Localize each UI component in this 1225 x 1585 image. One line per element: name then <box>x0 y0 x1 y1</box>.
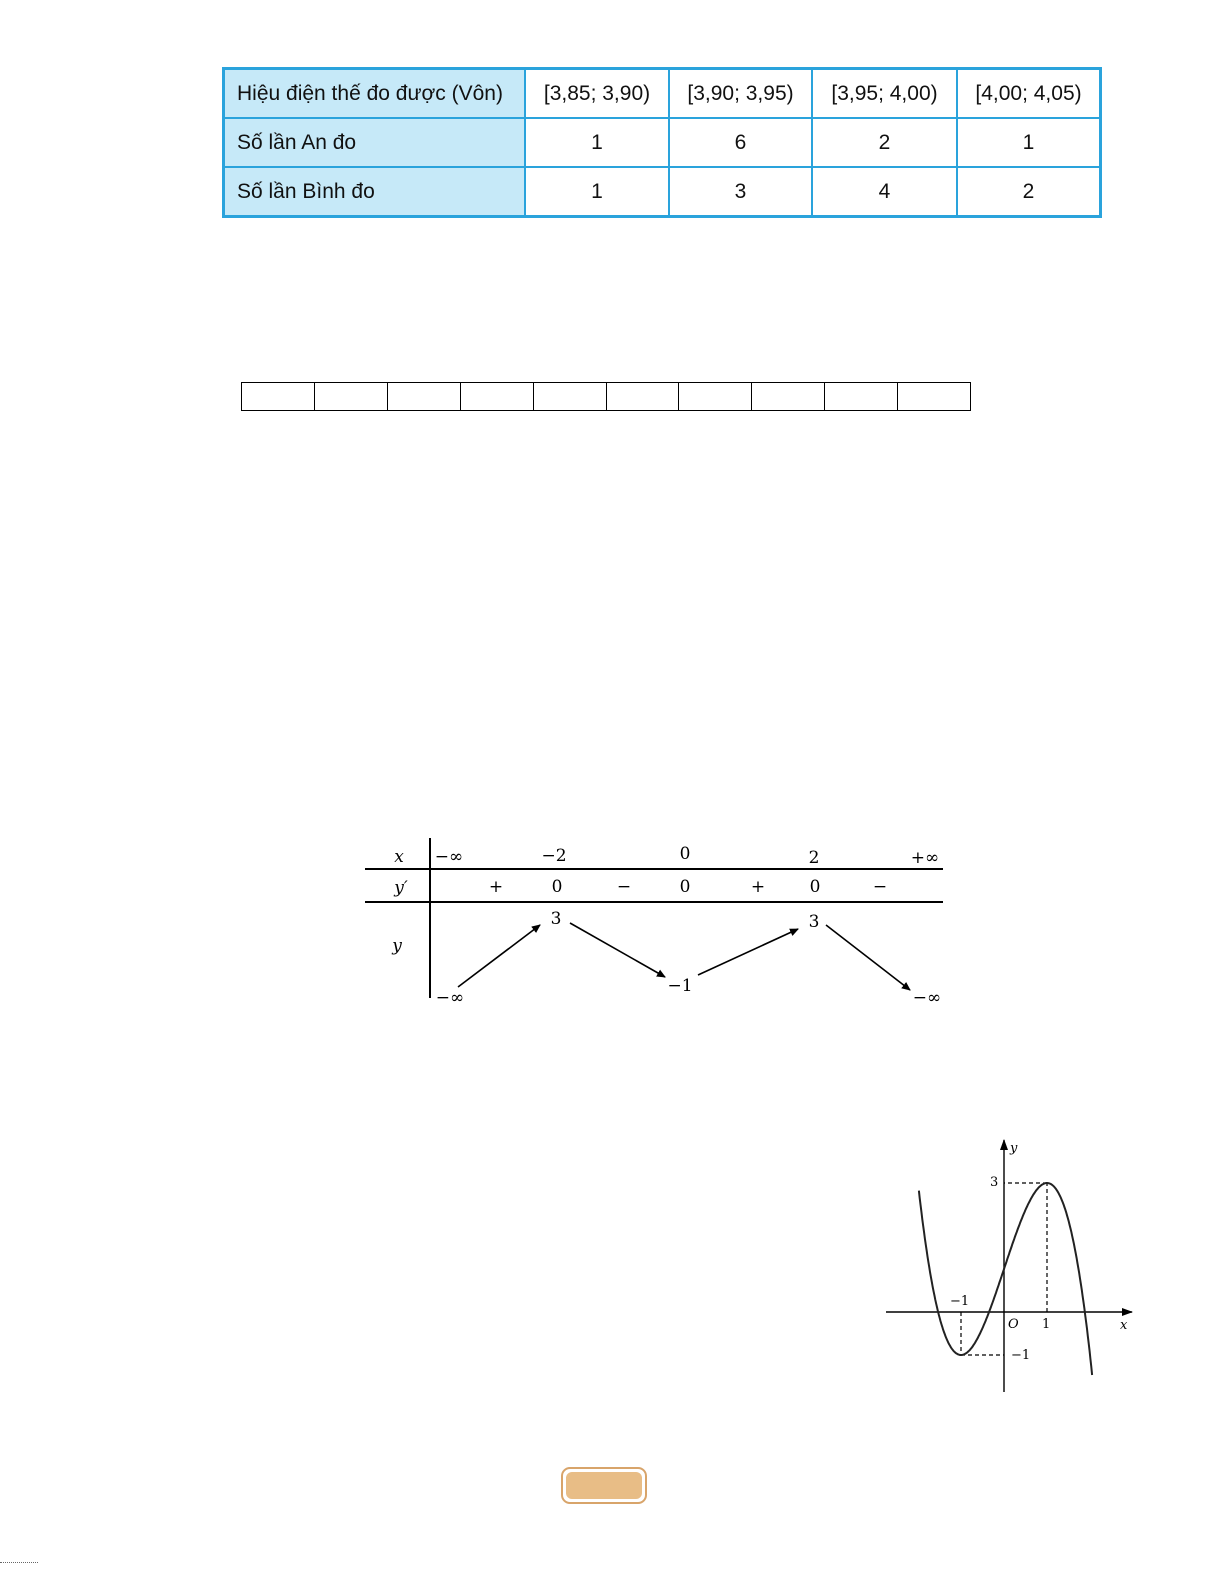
value-cell: 6 <box>669 118 812 167</box>
value-cell: 1 <box>525 167 669 217</box>
y-value: −∞ <box>435 988 465 1008</box>
yprime-sign: 0 <box>551 877 563 897</box>
x-value: 2 <box>808 848 820 868</box>
interval-cell: [3,85; 3,90) <box>525 69 669 119</box>
yprime-sign: − <box>872 877 888 897</box>
yprime-row-label: y′ <box>394 878 408 898</box>
header-label-cell: Hiệu điện thế đo được (Vôn) <box>224 69 526 119</box>
x-tick-label: −1 <box>950 1294 970 1309</box>
y-tick-label: −1 <box>1011 1348 1031 1363</box>
yprime-sign: 0 <box>809 877 821 897</box>
value-cell: 2 <box>957 167 1101 217</box>
value-cell: 3 <box>669 167 812 217</box>
x-row-label: x <box>394 847 404 867</box>
interval-cell: [3,95; 4,00) <box>812 69 957 119</box>
x-axis-label: x <box>1120 1318 1128 1333</box>
page-number-badge-fill <box>566 1472 642 1499</box>
yprime-sign: + <box>750 877 766 897</box>
y-axis-label: y <box>1010 1141 1018 1156</box>
x-value: +∞ <box>910 848 940 868</box>
page-number-badge <box>561 1467 647 1504</box>
x-value: −∞ <box>434 847 464 867</box>
y-tick-label: 3 <box>990 1175 999 1190</box>
y-value: −∞ <box>912 988 942 1008</box>
x-value: 0 <box>679 844 691 864</box>
yprime-sign: − <box>616 877 632 897</box>
value-cell: 2 <box>812 118 957 167</box>
decrease-arrow <box>570 923 665 977</box>
function-curve <box>919 1183 1092 1375</box>
value-cell: 1 <box>525 118 669 167</box>
page-bottom-mark <box>0 1562 38 1565</box>
x-value: −2 <box>541 846 567 866</box>
yprime-sign: 0 <box>679 877 691 897</box>
y-value: 3 <box>808 912 820 932</box>
decrease-arrow <box>826 925 910 990</box>
interval-cell: [3,90; 3,95) <box>669 69 812 119</box>
increase-arrow <box>698 929 798 975</box>
y-value: 3 <box>550 909 562 929</box>
interval-cell: [4,00; 4,05) <box>957 69 1101 119</box>
value-cell: 4 <box>812 167 957 217</box>
row-label-cell: Số lần An đo <box>224 118 526 167</box>
value-cell: 1 <box>957 118 1101 167</box>
x-tick-label: 1 <box>1042 1317 1051 1332</box>
function-graph <box>880 1130 1140 1395</box>
y-value: −1 <box>667 976 693 996</box>
row-label-cell: Số lần Bình đo <box>224 167 526 217</box>
y-row-label: y <box>392 936 402 956</box>
yprime-sign: + <box>488 877 504 897</box>
origin-label: O <box>1008 1317 1019 1332</box>
increase-arrow <box>458 925 540 987</box>
